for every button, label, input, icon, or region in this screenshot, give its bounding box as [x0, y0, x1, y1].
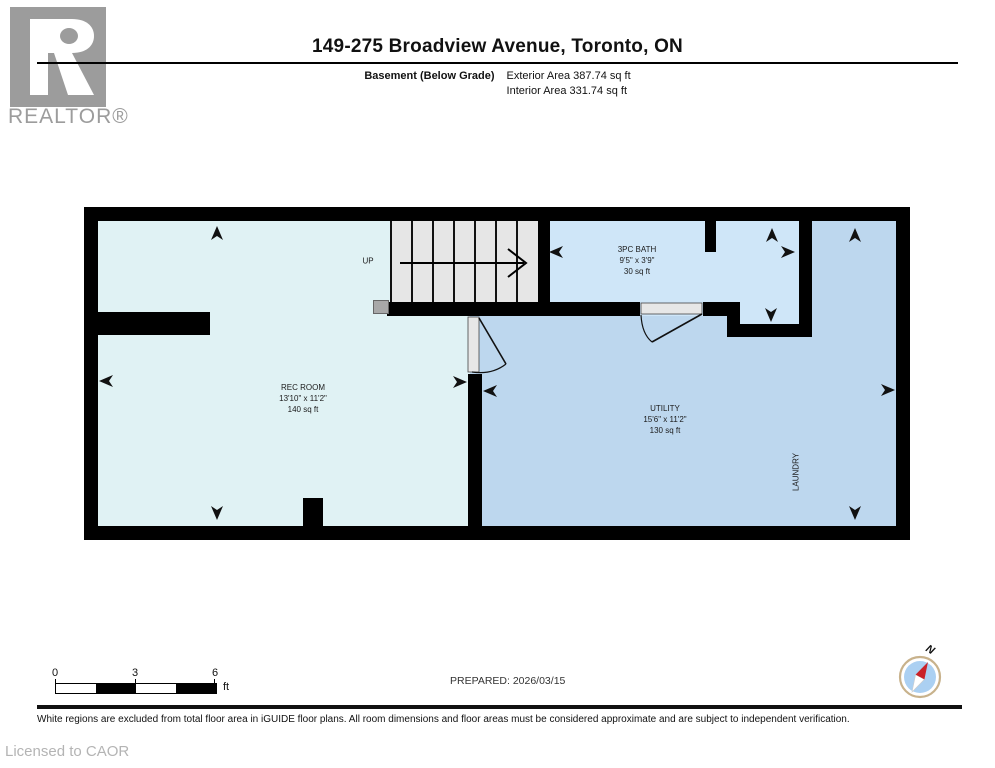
stairs-up-label: UP: [362, 256, 374, 266]
room-area: 140 sq ft: [287, 404, 319, 414]
room-name: REC ROOM: [280, 382, 325, 392]
prepared-date-label: PREPARED: 2026/03/15: [450, 675, 566, 687]
page-title: 149-275 Broadview Avenue, Toronto, ON: [312, 36, 683, 57]
dim-arrow-down: [211, 506, 223, 520]
floor-name-label: Basement (Below Grade): [364, 70, 495, 82]
plan-subheader: [0, 70, 995, 97]
footer-divider: [37, 705, 962, 709]
dim-arrow-right: [453, 376, 467, 388]
room-dimensions: 9'5" x 3'9": [619, 255, 655, 265]
dim-arrow-up: [766, 228, 778, 242]
compass-icon: [897, 654, 943, 700]
realtor-wordmark: REALTOR®: [8, 105, 129, 128]
bath-label: [618, 245, 657, 277]
license-label: Licensed to CAOR: [5, 743, 130, 760]
rec-room-label: [279, 383, 327, 415]
stair-treads: [391, 221, 517, 302]
dim-arrow-left: [99, 375, 113, 387]
room-dimensions: 15'6" x 11'2": [643, 414, 687, 424]
scale-unit-label: ft: [223, 681, 230, 693]
scale-segment: [176, 684, 216, 693]
scale-bar: [55, 683, 217, 694]
scale-segment: [96, 684, 136, 693]
room-area: 30 sq ft: [623, 266, 651, 276]
scale-tick-6: 6: [211, 667, 219, 679]
dim-arrow-up: [211, 226, 223, 240]
scale-tick-3: 3: [131, 667, 139, 679]
room-area: 130 sq ft: [649, 425, 681, 435]
scale-segment: [136, 684, 176, 693]
compass-north-label: N: [923, 642, 937, 658]
header-divider: [37, 62, 958, 64]
dim-arrow-down: [765, 308, 777, 322]
dim-arrow-left: [549, 246, 563, 258]
plan-symbols-layer: [84, 207, 910, 540]
door-utility-icon: [468, 317, 506, 373]
stair-up-arrow-icon: [400, 249, 526, 277]
room-dimensions: 13'10" x 11'2": [279, 393, 327, 403]
scale-tick-0: 0: [51, 667, 59, 679]
scale-segment: [56, 684, 96, 693]
interior-area-label: Interior Area 331.74 sq ft: [506, 85, 627, 97]
dim-arrow-right: [781, 246, 795, 258]
dim-arrow-right: [881, 384, 895, 396]
dim-arrow-down: [849, 506, 861, 520]
utility-label: [643, 404, 686, 436]
exterior-area-label: Exterior Area 387.74 sq ft: [506, 70, 631, 82]
room-name: UTILITY: [650, 403, 680, 413]
dim-arrow-left: [483, 385, 497, 397]
door-bath-icon: [641, 303, 702, 342]
room-name: 3PC BATH: [617, 244, 657, 254]
laundry-label: LAUNDRY: [791, 452, 801, 492]
realtor-logo-icon: [10, 7, 106, 107]
dim-arrow-up: [849, 228, 861, 242]
disclaimer-text: White regions are excluded from total floor area in iGUIDE floor plans. All room dimensions and floor areas must be considered approximate and are subject to independent verification.: [37, 714, 850, 725]
